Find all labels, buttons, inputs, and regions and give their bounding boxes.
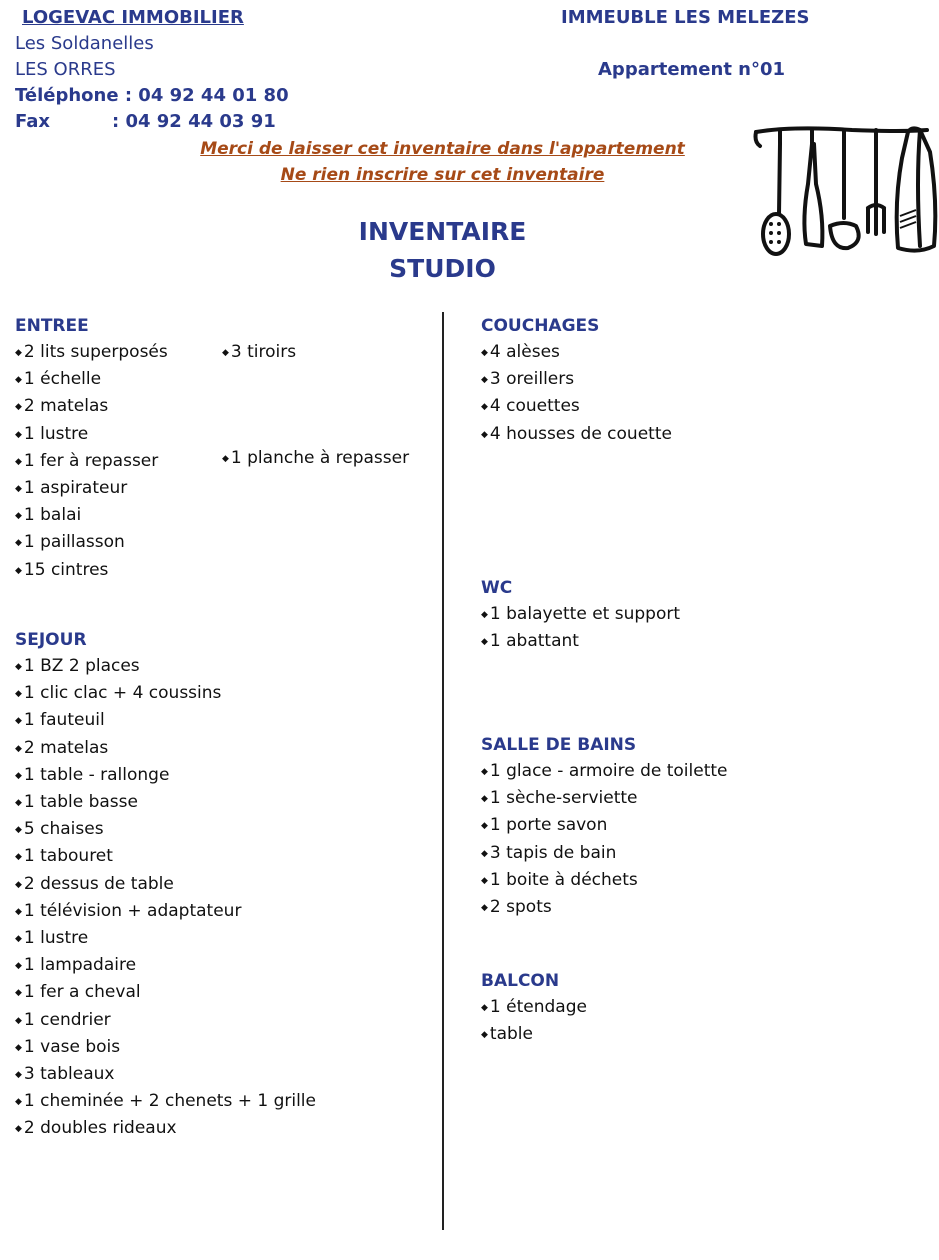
building-name: IMMEUBLE LES MELEZES <box>561 7 810 28</box>
list-item: ◆ 2 matelas <box>15 393 168 420</box>
list-item: ◆ 1 télévision + adaptateur <box>15 898 316 925</box>
list-item: ◆ 1 aspirateur <box>15 475 168 502</box>
list-item: ◆ 2 doubles rideaux <box>15 1115 316 1142</box>
fax-number: : 04 92 44 03 91 <box>112 111 276 132</box>
notice-line-1: Merci de laisser cet inventaire dans l'appartement <box>200 139 685 159</box>
list-item: ◆ 2 lits superposés <box>15 339 168 366</box>
section-wc <box>481 575 680 655</box>
section-title: SEJOUR <box>15 630 87 650</box>
address-line-1: Les Soldanelles <box>15 33 154 54</box>
section-title: SALLE DE BAINS <box>481 735 637 755</box>
list-item: ◆ 1 abattant <box>481 628 680 655</box>
list-item: ◆ 1 fauteuil <box>15 707 316 734</box>
list-item: ◆ 3 tableaux <box>15 1061 316 1088</box>
list-item: ◆ 1 lustre <box>15 421 168 448</box>
list-item: ◆ 1 étendage <box>481 994 587 1021</box>
list-item: ◆ 1 lustre <box>15 925 316 952</box>
list-item: ◆ 2 dessus de table <box>15 871 316 898</box>
list-item: ◆ 3 tapis de bain <box>481 840 728 867</box>
list-item: ◆ 1 tabouret <box>15 843 316 870</box>
list-item: ◆ 1 planche à repasser <box>222 445 409 472</box>
list-item: ◆ 1 vase bois <box>15 1034 316 1061</box>
list-item: ◆ 3 oreillers <box>481 366 672 393</box>
section-salle-de-bains <box>481 732 728 921</box>
page-title: INVENTAIRE <box>358 217 527 246</box>
list-item: ◆ 1 cendrier <box>15 1007 316 1034</box>
section-title: BALCON <box>481 971 560 991</box>
notice-line-2: Ne rien inscrire sur cet inventaire <box>280 165 605 185</box>
apartment-number: Appartement n°01 <box>598 59 786 80</box>
column-divider <box>442 312 444 1230</box>
list-item: ◆ 1 cheminée + 2 chenets + 1 grille <box>15 1088 316 1115</box>
fax-label: Fax <box>15 111 50 132</box>
list-item: ◆ 1 sèche-serviette <box>481 785 728 812</box>
list-item: ◆ 15 cintres <box>15 557 168 584</box>
list-item: ◆ 1 balayette et support <box>481 601 680 628</box>
list-item: ◆ 1 table basse <box>15 789 316 816</box>
list-item: ◆ 1 paillasson <box>15 529 168 556</box>
address-line-2: LES ORRES <box>15 59 116 80</box>
list-item: ◆ 3 tiroirs <box>222 339 296 366</box>
list-item: ◆ 1 fer a cheval <box>15 979 316 1006</box>
section-balcon <box>481 968 587 1048</box>
list-item: ◆ 1 balai <box>15 502 168 529</box>
list-item: ◆ 1 échelle <box>15 366 168 393</box>
list-item: ◆ 4 housses de couette <box>481 421 672 448</box>
list-item: ◆ 1 clic clac + 4 coussins <box>15 680 316 707</box>
list-item: ◆ 1 porte savon <box>481 812 728 839</box>
section-sejour <box>15 627 316 1143</box>
page-subtitle: STUDIO <box>389 254 496 283</box>
list-item: ◆ 1 fer à repasser <box>15 448 168 475</box>
phone-number: Téléphone : 04 92 44 01 80 <box>15 85 289 106</box>
section-title: COUCHAGES <box>481 316 600 336</box>
kitchen-utensils-icon <box>752 122 938 262</box>
list-item: ◆ 1 lampadaire <box>15 952 316 979</box>
list-item: ◆ 4 couettes <box>481 393 672 420</box>
section-entree <box>15 313 168 584</box>
list-item: ◆ 1 table - rallonge <box>15 762 316 789</box>
list-item: ◆ 1 boite à déchets <box>481 867 728 894</box>
list-item: ◆ 5 chaises <box>15 816 316 843</box>
list-item: ◆ 1 glace - armoire de toilette <box>481 758 728 785</box>
list-item: ◆ 2 spots <box>481 894 728 921</box>
list-item: ◆ 4 alèses <box>481 339 672 366</box>
list-item: ◆ 2 matelas <box>15 735 316 762</box>
section-couchages <box>481 313 672 448</box>
section-title: ENTREE <box>15 316 89 336</box>
agency-name: LOGEVAC IMMOBILIER <box>22 7 244 28</box>
list-item: ◆ table <box>481 1021 587 1048</box>
section-title: WC <box>481 578 513 598</box>
list-item: ◆ 1 BZ 2 places <box>15 653 316 680</box>
